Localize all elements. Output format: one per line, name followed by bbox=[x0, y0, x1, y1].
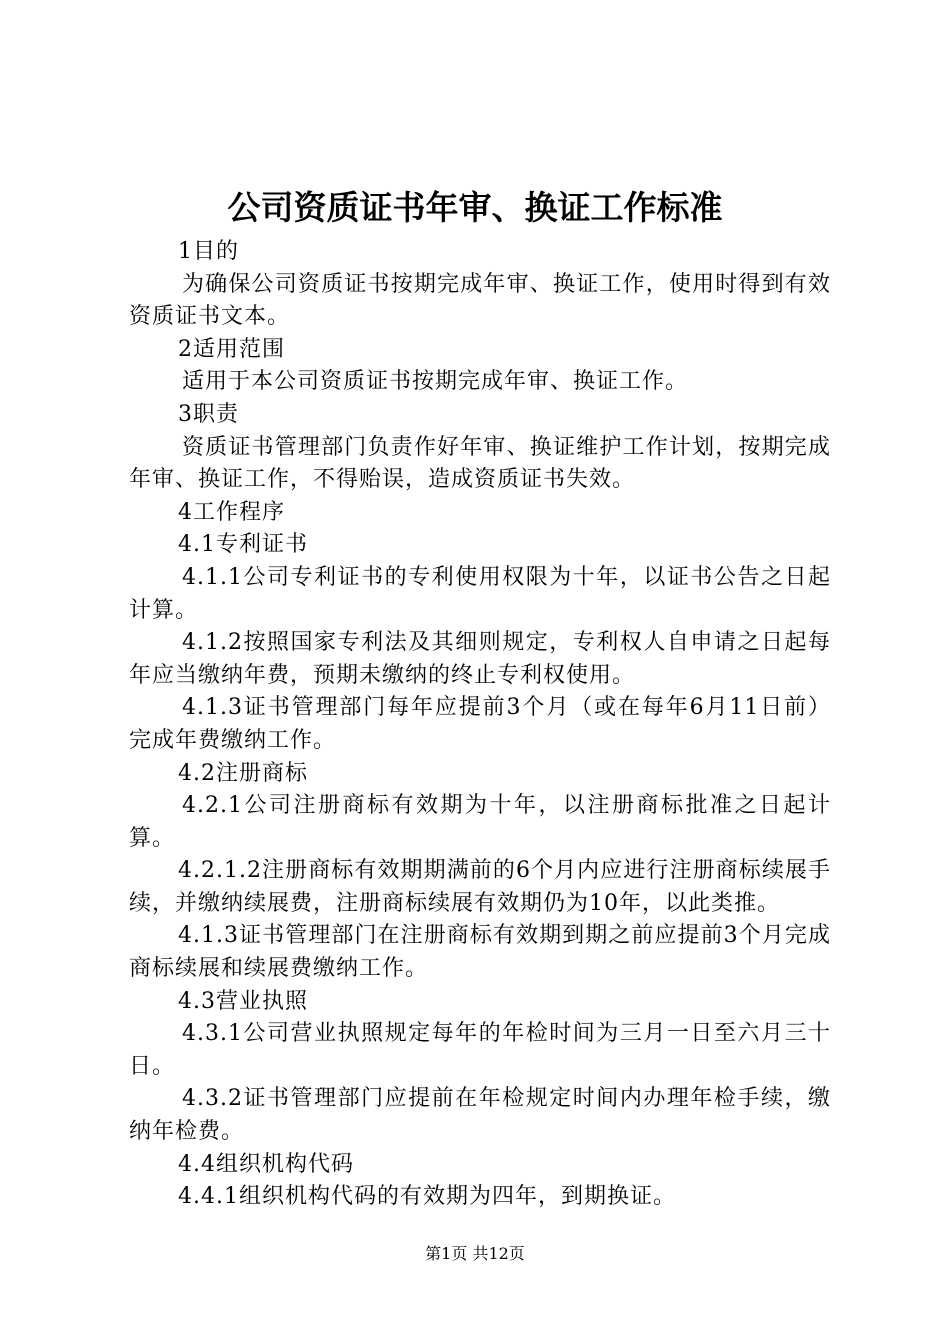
body-paragraph: 4.1.2按照国家专利法及其细则规定，专利权人自申请之日起每年应当缴纳年费，预期未缴纳的终止专利权使用。 bbox=[129, 630, 831, 688]
body-paragraph: 4.2.1.2注册商标有效期期满前的6个月内应进行注册商标续展手续，并缴纳续展费，注册商标续展有效期仍为10年，以此类推。 bbox=[129, 858, 831, 916]
document-body bbox=[129, 236, 831, 1214]
subsection-heading: 4.3营业执照 bbox=[178, 988, 308, 1014]
section-heading: 1目的 bbox=[178, 239, 239, 264]
body-paragraph: 4.2.1公司注册商标有效期为十年，以注册商标批准之日起计算。 bbox=[129, 793, 831, 851]
body-paragraph: 4.3.1公司营业执照规定每年的年检时间为三月一日至六月三十日。 bbox=[129, 1021, 831, 1079]
body-paragraph: 4.3.2证书管理部门应提前在年检规定时间内办理年检手续，缴纳年检费。 bbox=[129, 1086, 831, 1145]
body-paragraph: 为确保公司资质证书按期完成年审、换证工作，使用时得到有效资质证书文本。 bbox=[129, 271, 831, 330]
body-paragraph: 4.1.3证书管理部门在注册商标有效期到期之前应提前3个月完成商标续展和续展费缴纳工作。 bbox=[129, 923, 831, 982]
document-title: 公司资质证书年审、换证工作标准 bbox=[227, 188, 723, 227]
body-paragraph: 适用于本公司资质证书按期完成年审、换证工作。 bbox=[182, 369, 689, 395]
subsection-heading: 4.2注册商标 bbox=[178, 760, 308, 786]
body-paragraph: 4.4.1组织机构代码的有效期为四年，到期换证。 bbox=[178, 1184, 676, 1210]
body-paragraph: 资质证书管理部门负责作好年审、换证维护工作计划，按期完成年审、换证工作，不得贻误，造成资质证书失效。 bbox=[129, 434, 831, 493]
section-heading: 2适用范围 bbox=[178, 336, 285, 362]
section-heading: 4工作程序 bbox=[178, 499, 285, 525]
section-heading: 3职责 bbox=[178, 401, 239, 427]
subsection-heading: 4.4组织机构代码 bbox=[178, 1151, 354, 1177]
page-footer: 第1页 共12页 bbox=[425, 1244, 525, 1263]
body-paragraph: 4.1.3证书管理部门每年应提前3个月（或在每年6月11日前）完成年费缴纳工作。 bbox=[129, 695, 831, 753]
body-paragraph: 4.1.1公司专利证书的专利使用权限为十年，以证书公告之日起计算。 bbox=[129, 564, 831, 623]
subsection-heading: 4.1专利证书 bbox=[178, 532, 308, 558]
